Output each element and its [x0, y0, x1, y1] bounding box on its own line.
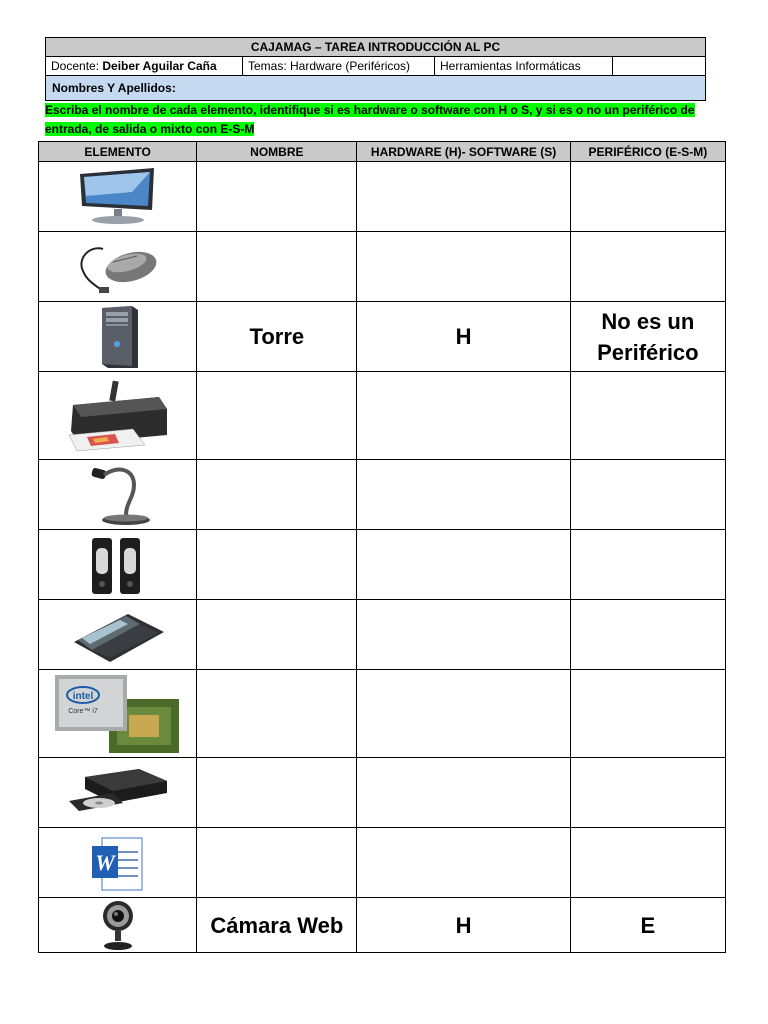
nombre-cell[interactable] — [197, 232, 357, 302]
element-cell — [39, 302, 197, 372]
hardware-software-cell[interactable]: H — [357, 898, 570, 953]
nombre-cell[interactable] — [197, 600, 357, 670]
elements-table — [38, 141, 726, 953]
table-row — [39, 670, 726, 758]
hardware-software-cell[interactable] — [357, 670, 570, 758]
worksheet-title: CAJAMAG – TAREA INTRODUCCIÓN AL PC — [46, 38, 705, 57]
hardware-software-cell[interactable] — [357, 758, 570, 828]
table-row — [39, 828, 726, 898]
nombre-cell[interactable] — [197, 670, 357, 758]
table-row — [39, 758, 726, 828]
docente-cell — [46, 57, 243, 75]
word-letter-text: W — [94, 849, 115, 875]
periferico-cell[interactable] — [570, 600, 725, 670]
instructions — [45, 101, 705, 139]
table-row — [39, 232, 726, 302]
table-row — [39, 460, 726, 530]
element-cell — [39, 600, 197, 670]
element-cell — [39, 898, 197, 953]
periferico-cell[interactable]: E — [570, 898, 725, 953]
worksheet-header — [45, 37, 706, 101]
hardware-software-cell[interactable] — [357, 530, 570, 600]
table-row — [39, 898, 726, 953]
mouse-icon — [73, 237, 163, 297]
table-header-row — [39, 142, 726, 162]
hardware-software-cell[interactable] — [357, 460, 570, 530]
periferico-cell[interactable]: No es un Periférico — [570, 302, 725, 372]
empty-cell — [613, 57, 705, 75]
header-info-row — [46, 57, 705, 76]
hardware-software-cell[interactable] — [357, 600, 570, 670]
nombre-cell[interactable] — [197, 460, 357, 530]
periferico-cell[interactable] — [570, 530, 725, 600]
microphone-icon — [78, 463, 158, 527]
student-name-field[interactable]: Nombres Y Apellidos: — [46, 76, 705, 100]
nombre-cell[interactable] — [197, 758, 357, 828]
nombre-cell[interactable] — [197, 530, 357, 600]
docente-name: Deiber Aguilar Caña — [102, 59, 217, 73]
table-row — [39, 162, 726, 232]
periferico-cell[interactable] — [570, 758, 725, 828]
element-cell — [39, 530, 197, 600]
hardware-software-cell[interactable] — [357, 232, 570, 302]
element-cell — [39, 372, 197, 460]
printer-icon — [63, 379, 173, 453]
nombre-cell[interactable] — [197, 828, 357, 898]
element-cell — [39, 670, 197, 758]
table-row — [39, 530, 726, 600]
processor-model-text: Core™ i7 — [67, 707, 98, 715]
tower-icon — [88, 304, 148, 370]
hardware-software-cell[interactable] — [357, 828, 570, 898]
processor-brand-text: intel — [72, 690, 93, 702]
disc-drive-icon — [65, 763, 171, 823]
hardware-software-cell[interactable] — [357, 162, 570, 232]
herramientas-cell: Herramientas Informáticas — [435, 57, 613, 75]
scanner-icon — [68, 604, 168, 666]
column-header-nombre: NOMBRE — [197, 142, 357, 162]
periferico-cell[interactable] — [570, 162, 725, 232]
webcam-icon — [93, 898, 143, 952]
element-cell — [39, 232, 197, 302]
element-cell — [39, 460, 197, 530]
element-cell — [39, 758, 197, 828]
periferico-cell[interactable] — [570, 828, 725, 898]
temas-cell: Temas: Hardware (Periféricos) — [243, 57, 435, 75]
nombre-cell[interactable]: Cámara Web — [197, 898, 357, 953]
periferico-cell[interactable] — [570, 460, 725, 530]
word-icon — [88, 832, 148, 894]
hardware-software-cell[interactable] — [357, 372, 570, 460]
instructions-text: Escriba el nombre de cada elemento, identifique si es hardware o software con H o S, y si es o no un periférico de entrada, de salida o mixto con E-S-M — [45, 103, 695, 136]
column-header-periferico: PERIFÉRICO (E-S-M) — [570, 142, 725, 162]
column-header-hardware-software: HARDWARE (H)- SOFTWARE (S) — [357, 142, 570, 162]
table-row — [39, 302, 726, 372]
periferico-cell[interactable] — [570, 232, 725, 302]
element-cell — [39, 828, 197, 898]
speakers-icon — [88, 534, 148, 596]
table-row — [39, 600, 726, 670]
nombre-cell[interactable] — [197, 372, 357, 460]
column-header-elemento: ELEMENTO — [39, 142, 197, 162]
periferico-cell[interactable] — [570, 372, 725, 460]
nombre-cell[interactable] — [197, 162, 357, 232]
processor-icon — [53, 673, 183, 755]
hardware-software-cell[interactable]: H — [357, 302, 570, 372]
periferico-cell[interactable] — [570, 670, 725, 758]
table-row — [39, 372, 726, 460]
docente-label: Docente: — [51, 59, 100, 73]
element-cell — [39, 162, 197, 232]
monitor-icon — [72, 166, 164, 228]
nombre-cell[interactable]: Torre — [197, 302, 357, 372]
